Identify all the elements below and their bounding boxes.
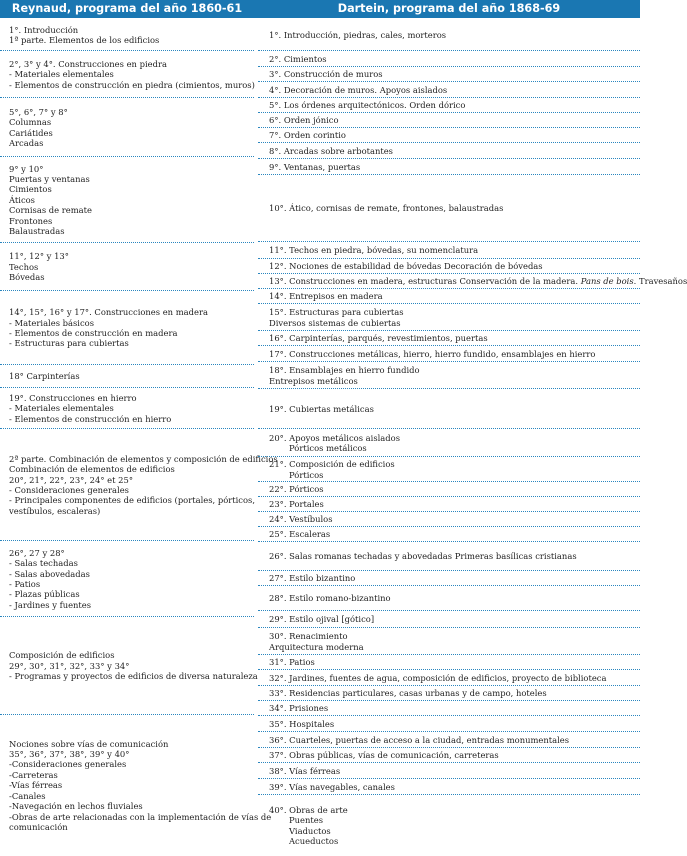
entry-line: 16°. Carpinterías, parqués, revestimientos, puertas <box>269 333 488 344</box>
dartein-program-entry <box>258 242 640 259</box>
entry-line: vestíbulos, escaleras) <box>9 505 101 516</box>
reynaud-program-entry <box>0 291 254 365</box>
dartein-program-entry <box>258 701 640 716</box>
entry-line: 28°. Estilo romano-bizantino <box>269 593 391 604</box>
entry-line: 29°, 30°, 31°, 32°, 33° y 34° <box>9 660 130 671</box>
entry-line: 1°. Introducción, piedras, cales, morteros <box>269 29 447 40</box>
entry-line: 31°. Patios <box>269 657 315 668</box>
entry-line: 5°, 6°, 7° y 8° <box>9 106 68 117</box>
reynaud-program-entry <box>0 617 258 715</box>
entry-line: 14°, 15°, 16° y 17°. Construcciones en madera <box>9 307 208 318</box>
table-header <box>0 0 640 18</box>
entry-line: 30°. Renacimiento <box>269 631 348 642</box>
entry-line: -Navegación en lechos fluviales <box>9 801 143 812</box>
entry-line: 2ª parte. Combinación de elementos y composición de edificios <box>9 453 278 464</box>
entry-line: Pórticos metálicos <box>289 443 367 453</box>
dartein-program-entry <box>258 716 640 732</box>
entry-line: 11°, 12° y 13° <box>9 251 69 262</box>
entry-line: Techos <box>9 261 39 272</box>
entry-line: Composición de edificios <box>9 650 115 661</box>
entry-line: -Carreteras <box>9 769 58 780</box>
entry-line: 35°, 36°, 37°, 38°, 39° y 40° <box>9 749 130 760</box>
entry-line: 25°. Escaleras <box>269 529 331 540</box>
entry-line: 37°. Obras públicas, vías de comunicación, carreteras <box>269 750 499 761</box>
dartein-program-entry <box>258 497 640 512</box>
dartein-program-entry <box>258 512 640 527</box>
entry-line: 27°. Estilo bizantino <box>269 573 356 584</box>
dartein-program-entry <box>258 51 640 67</box>
entry-line: 13°. Construcciones en madera, estructuras Conservación de la madera. Pans de bois. Travesaños <box>269 276 687 287</box>
dartein-program-entry <box>258 19 640 51</box>
entry-line: 32°. Jardines, fuentes de agua, composición de edificios, proyecto de biblioteca <box>269 672 607 683</box>
entry-line: 2°. Cimientos <box>269 53 327 64</box>
entry-line: 9°. Ventanas, puertas <box>269 161 361 172</box>
entry-line: - Plazas públicas <box>9 589 80 600</box>
entry-line: 34°. Prisiones <box>269 703 329 714</box>
entry-line: 6°. Orden jónico <box>269 115 339 126</box>
entry-line: - Materiales elementales <box>9 69 114 80</box>
entry-line: - Principales componentes de edificios (portales, pórticos, <box>9 495 255 506</box>
entry-line: 40°. Obras de arte <box>269 804 348 815</box>
entry-line: -Canales <box>9 790 46 801</box>
entry-line: 36°. Cuarteles, puertas de acceso a la ciudad, entradas monumentales <box>269 734 570 745</box>
entry-line: 22°. Pórticos <box>269 484 324 495</box>
dartein-program-entry <box>258 670 640 686</box>
entry-line: 19°. Construcciones en hierro <box>9 392 137 403</box>
entry-line: Cimientos <box>9 184 52 195</box>
reynaud-program-entry <box>0 243 254 291</box>
entry-line: Pórticos <box>289 469 324 480</box>
reynaud-program-entry <box>0 429 278 541</box>
entry-line: Cariátides <box>9 127 53 138</box>
entry-line: 4°. Decoración de muros. Apoyos aislados <box>269 84 448 95</box>
dartein-program-entry <box>258 571 640 586</box>
entry-line: 19°. Cubiertas metálicas <box>269 403 374 414</box>
entry-line: - Salas techadas <box>9 558 78 569</box>
entry-line: 1°. Introducción <box>9 24 79 35</box>
reynaud-program-entry <box>0 157 254 243</box>
entry-line: 5°. Los órdenes arquitectónicos. Orden dórico <box>269 100 466 111</box>
entry-line: - Elementos de construcción en piedra (cimientos, muros) <box>9 79 255 90</box>
entry-line: Puentes <box>289 815 323 826</box>
entry-line: Acueductos <box>289 835 339 846</box>
entry-line: -Obras de arte relacionadas con la implementación de vías de <box>9 811 272 822</box>
dartein-program-entry <box>258 82 640 98</box>
entry-line: 29°. Estilo ojival [gótico] <box>269 614 375 625</box>
entry-line: - Elementos de construcción en madera <box>9 328 178 338</box>
entry-line: 11°. Techos en piedra, bóvedas, su nomenclatura <box>269 245 479 256</box>
dartein-program-entry <box>258 763 640 779</box>
dartein-program-entry <box>258 748 640 763</box>
dartein-program-entry <box>258 346 640 362</box>
entry-line: 18° Carpinterías <box>9 371 80 382</box>
dartein-program-entry <box>258 113 640 128</box>
entry-line: 21°. Composición de edificios <box>269 459 395 470</box>
entry-line: 8°. Arcadas sobre arbotantes <box>269 145 393 156</box>
dartein-program-entry <box>258 259 640 274</box>
entry-line: 20°, 21°, 22°, 23°, 24° et 25° <box>9 474 134 485</box>
reynaud-program-entry <box>0 98 254 157</box>
entry-line: Entrepisos metálicos <box>269 375 358 386</box>
dartein-program-entry <box>258 542 640 571</box>
dartein-program-entry <box>258 628 640 655</box>
dartein-program-entry <box>258 331 640 346</box>
dartein-column-heading: Dartein, programa del año 1868-69 <box>337 2 561 15</box>
dartein-program-entry <box>258 67 640 82</box>
reynaud-program-entry <box>0 365 254 388</box>
entry-line: 17°. Construcciones metálicas, hierro, hierro fundido, ensamblajes en hierro <box>269 348 596 359</box>
entry-line: - Jardines y fuentes <box>9 599 92 610</box>
entry-line: - Estructuras para cubiertas <box>9 338 129 349</box>
reynaud-program-entry <box>0 715 272 856</box>
entry-line: Diversos sistemas de cubiertas <box>269 317 401 328</box>
entry-line: Puertas y ventanas <box>9 173 90 184</box>
dartein-program-entry <box>258 289 640 304</box>
entry-line: 12°. Nociones de estabilidad de bóvedas Decoración de bóvedas <box>269 261 543 272</box>
dartein-program-entry <box>258 429 640 457</box>
entry-line: 24°. Vestíbulos <box>269 514 333 525</box>
entry-line: Frontones <box>9 215 53 226</box>
reynaud-program-entry <box>0 388 254 429</box>
dartein-program-entry <box>258 611 640 628</box>
entry-line: 2°, 3° y 4°. Construcciones en piedra <box>9 58 167 69</box>
column-divider <box>256 19 257 856</box>
entry-line: 7°. Orden corintio <box>269 130 346 141</box>
reynaud-program-entry <box>0 19 254 51</box>
dartein-program-entry <box>258 143 640 159</box>
entry-line: comunicación <box>9 821 68 832</box>
dartein-program-entry <box>258 362 640 389</box>
dartein-program-entry <box>258 655 640 670</box>
entry-line: 1ª parte. Elementos de los edificios <box>9 35 160 45</box>
entry-line: - Elementos de construcción en hierro <box>9 413 172 424</box>
dartein-program-entry <box>258 175 640 242</box>
entry-line: 33°. Residencias particulares, casas urbanas y de campo, hoteles <box>269 688 547 699</box>
dartein-program-entry <box>258 686 640 701</box>
entry-line: Nociones sobre vías de comunicación <box>9 738 169 749</box>
entry-line: 18°. Ensamblajes en hierro fundido <box>269 365 420 376</box>
entry-line: 14°. Entrepisos en madera <box>269 291 383 302</box>
reynaud-column-heading: Reynaud, programa del año 1860-61 <box>11 2 243 15</box>
entry-line: - Materiales básicos <box>9 317 95 328</box>
reynaud-program-entry <box>0 541 254 617</box>
entry-line: 10°. Ático, cornisas de remate, frontones, balaustradas <box>269 203 504 214</box>
dartein-program-entry <box>258 304 640 331</box>
entry-line: 3°. Construcción de muros <box>269 69 383 80</box>
dartein-program-entry <box>258 482 640 497</box>
entry-line: Cornisas de remate <box>9 205 92 216</box>
entry-line: Arcadas <box>9 137 44 148</box>
entry-line: Bóvedas <box>9 272 45 283</box>
dartein-program-entry <box>258 274 687 289</box>
entry-line: - Programas y proyectos de edificios de diversa naturaleza <box>9 671 258 682</box>
entry-line: 39°. Vías navegables, canales <box>269 781 395 792</box>
dartein-program-entry <box>258 128 640 143</box>
entry-line: 35°. Hospitales <box>269 718 335 729</box>
entry-line: 9° y 10° <box>9 163 44 174</box>
dartein-program-entry <box>258 732 640 748</box>
entry-line: 26°. Salas romanas techadas y abovedadas Primeras basílicas cristianas <box>269 551 577 562</box>
entry-line: - Patios <box>9 579 41 589</box>
entry-line: Balaustradas <box>9 226 65 237</box>
dartein-program-entry <box>258 586 640 611</box>
dartein-program-entry <box>258 457 640 482</box>
entry-line: 38°. Vías férreas <box>269 765 341 776</box>
entry-line: Columnas <box>9 117 52 128</box>
entry-line: 26°, 27 y 28° <box>9 547 65 558</box>
entry-line: Combinación de elementos de edificios <box>9 464 175 475</box>
entry-line: Viaductos <box>289 825 331 836</box>
entry-line: - Salas abovedadas <box>9 568 90 579</box>
entry-line: - Consideraciones generales <box>9 485 129 495</box>
entry-line: 15°. Estructuras para cubiertas <box>269 307 404 318</box>
entry-line: -Vías férreas <box>9 780 63 791</box>
entry-line: Áticos <box>9 194 35 205</box>
dartein-program-entry <box>258 779 640 795</box>
entry-line: - Materiales elementales <box>9 403 114 414</box>
dartein-program-entry <box>258 527 640 542</box>
entry-line: 23°. Portales <box>269 499 324 510</box>
dartein-program-entry <box>258 98 640 113</box>
entry-line: Arquitectura moderna <box>269 641 364 652</box>
entry-line: -Consideraciones generales <box>9 759 127 770</box>
entry-line: 20°. Apoyos metálicos aislados <box>269 432 401 443</box>
reynaud-program-entry <box>0 51 254 98</box>
dartein-program-entry <box>258 795 640 856</box>
dartein-program-entry <box>258 389 640 429</box>
dartein-program-entry <box>258 159 640 175</box>
